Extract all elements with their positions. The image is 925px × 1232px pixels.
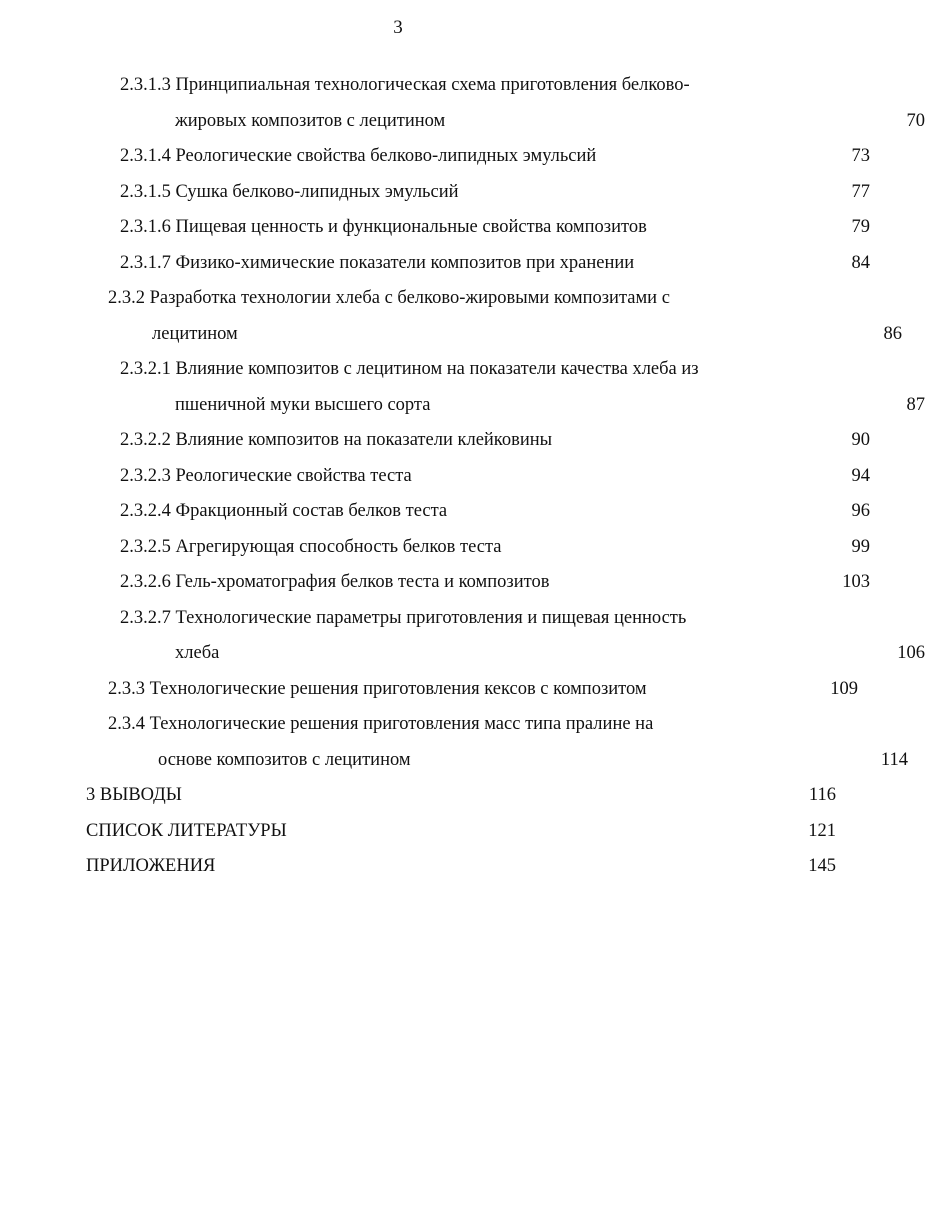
- toc-entry-page: 116: [808, 785, 836, 805]
- toc-entry-page: 121: [808, 820, 836, 841]
- toc-entry-title: 2.3.1.4 Реологические свойства белково-липидных эмульсий: [120, 146, 597, 166]
- toc-entry-page: 99: [851, 536, 870, 557]
- toc-entry-title-line1: 2.3.4 Технологические решения приготовления масс типа пралине на: [108, 714, 654, 734]
- toc-entry-title: 2.3.1.7 Физико-химические показатели композитов при хранении: [120, 252, 635, 273]
- page-number: 3: [393, 17, 403, 38]
- toc-entry: [0, 175, 870, 211]
- toc-entry: [0, 849, 836, 885]
- table-of-contents: [0, 68, 925, 885]
- toc-entry-page: 86: [883, 323, 902, 344]
- toc-entry: [0, 778, 836, 814]
- toc-entry-page: 84: [851, 252, 870, 273]
- toc-entry: [0, 672, 858, 708]
- toc-entry: [0, 139, 870, 175]
- toc-entry-page: 70: [906, 110, 925, 131]
- toc-entry: [0, 68, 925, 139]
- toc-entry-page: 90: [851, 430, 870, 450]
- toc-entry-title: 2.3.2.5 Агрегирующая способность белков теста: [120, 536, 502, 557]
- toc-entry-title: ПРИЛОЖЕНИЯ: [86, 856, 216, 876]
- toc-entry-page: 73: [851, 146, 870, 166]
- toc-entry-page: 87: [906, 394, 925, 415]
- toc-entry-title: 2.3.2.4 Фракционный состав белков теста: [120, 501, 448, 521]
- toc-entry-page: 145: [808, 856, 836, 876]
- toc-entry-title: 2.3.2.2 Влияние композитов на показатели клейковины: [120, 430, 553, 450]
- toc-entry: [0, 281, 902, 352]
- toc-entry: [0, 423, 870, 459]
- toc-entry-title: жировых композитов с лецитином: [175, 110, 446, 131]
- toc-entry-page: 109: [830, 678, 858, 699]
- toc-entry: [0, 210, 870, 246]
- toc-entry-page: 77: [851, 181, 870, 202]
- toc-entry-title: 2.3.3 Технологические решения приготовления кексов с композитом: [108, 678, 647, 699]
- toc-entry-title-line1: 2.3.2.1 Влияние композитов с лецитином на показатели качества хлеба из: [120, 359, 699, 379]
- toc-entry-title: 2.3.1.5 Сушка белково-липидных эмульсий: [120, 181, 459, 202]
- toc-entry-page: 96: [851, 501, 870, 521]
- toc-entry: [0, 246, 870, 282]
- toc-entry-page: 106: [897, 643, 925, 663]
- toc-entry: [0, 352, 925, 423]
- toc-entry-title: лецитином: [152, 323, 238, 344]
- toc-entry-title: хлеба: [175, 643, 220, 663]
- toc-entry: [0, 565, 870, 601]
- toc-entry-page: 103: [842, 572, 870, 592]
- toc-entry-title: 3 ВЫВОДЫ: [86, 785, 182, 805]
- toc-entry-title-line1: 2.3.2.7 Технологические параметры приготовления и пищевая ценность: [120, 607, 687, 628]
- toc-entry-title: 2.3.2.6 Гель-хроматография белков теста и композитов: [120, 572, 550, 592]
- toc-entry-page: 114: [880, 749, 908, 770]
- toc-entry-title: 2.3.2.3 Реологические свойства теста: [120, 465, 412, 486]
- toc-entry-title-line1: 2.3.2 Разработка технологии хлеба с белково-жировыми композитами с: [108, 288, 670, 308]
- toc-entry-title-line1: 2.3.1.3 Принципиальная технологическая схема приготовления белково-: [120, 75, 690, 95]
- toc-entry-title: основе композитов с лецитином: [158, 749, 411, 770]
- toc-entry: [0, 459, 870, 495]
- toc-entry-page: 94: [851, 465, 870, 486]
- toc-entry-title: пшеничной муки высшего сорта: [175, 394, 431, 415]
- toc-entry: [0, 601, 925, 672]
- toc-entry: [0, 814, 836, 850]
- toc-entry-title: 2.3.1.6 Пищевая ценность и функциональные свойства композитов: [120, 217, 647, 237]
- toc-entry-page: 79: [851, 217, 870, 237]
- toc-entry: [0, 494, 870, 530]
- toc-entry: [0, 530, 870, 566]
- toc-entry: [0, 707, 908, 778]
- toc-entry-title: СПИСОК ЛИТЕРАТУРЫ: [86, 820, 287, 841]
